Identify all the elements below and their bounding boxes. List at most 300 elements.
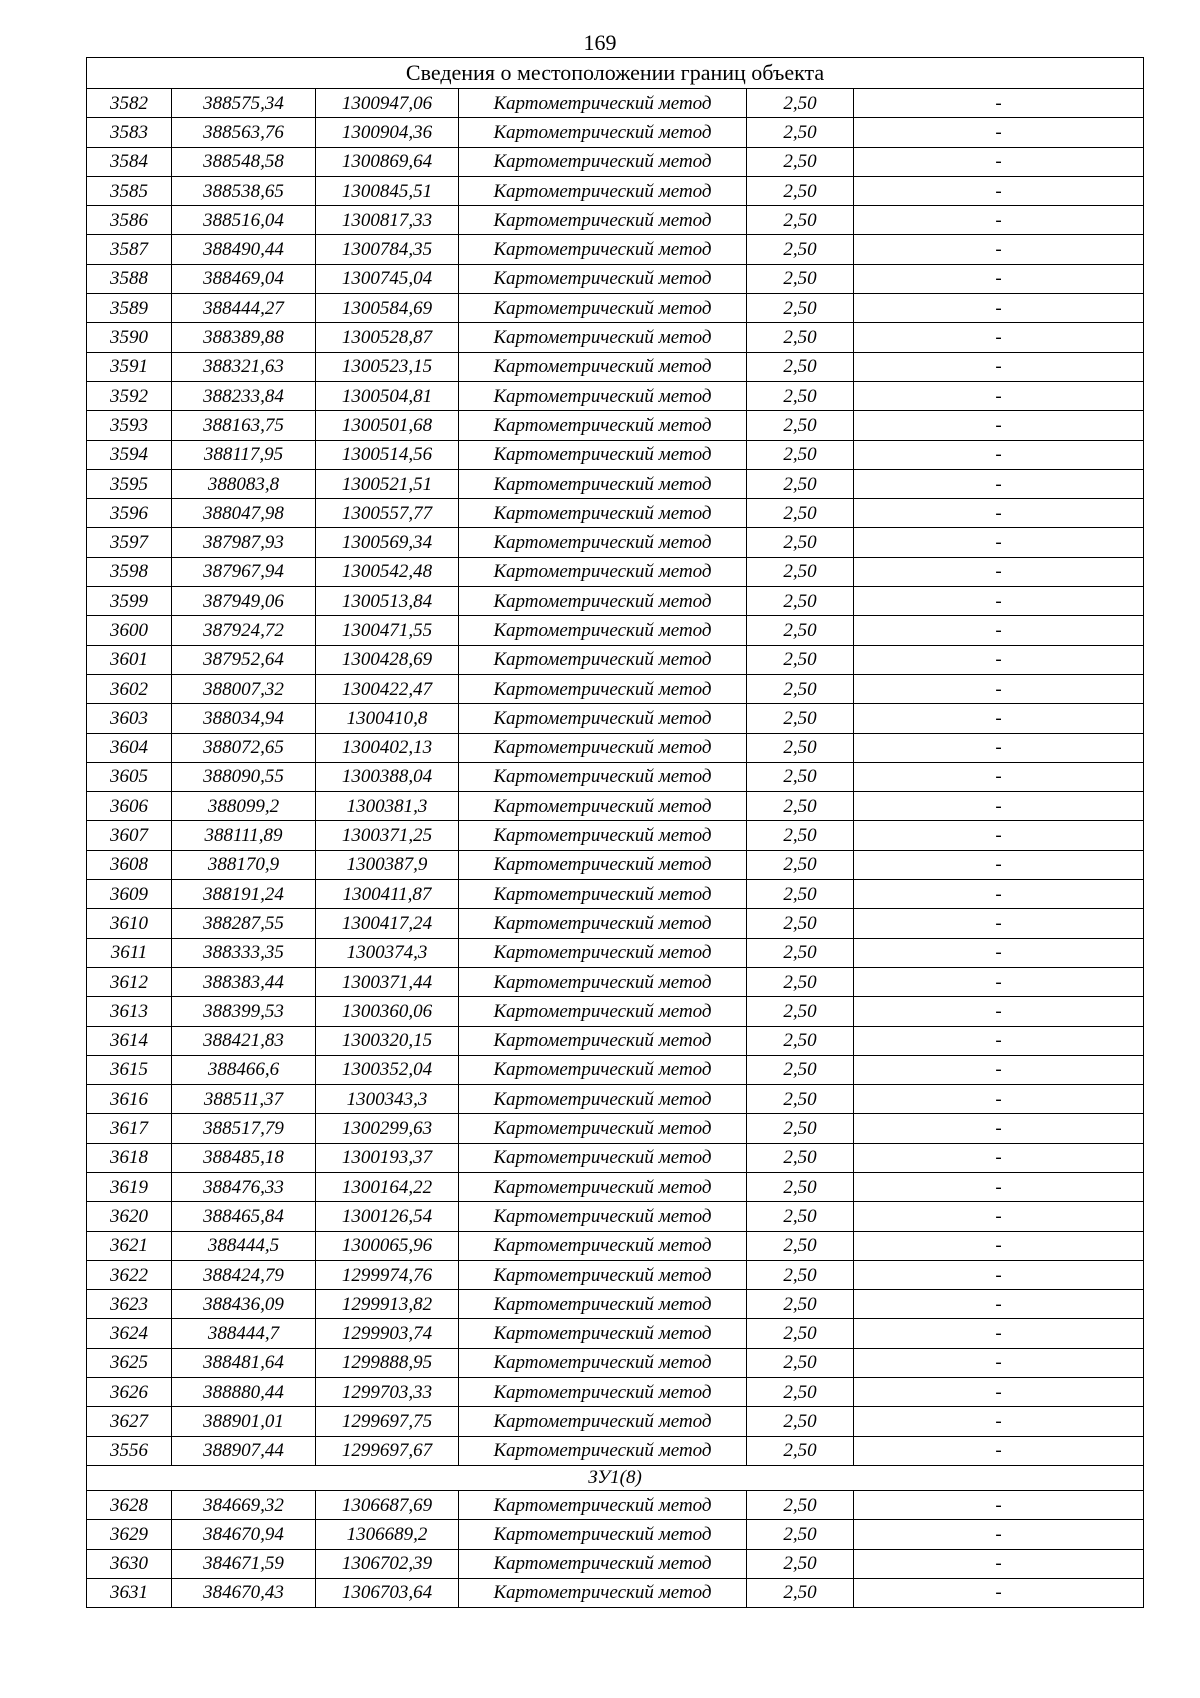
method-cell: Картометрический метод: [459, 909, 747, 938]
accuracy-cell: 2,50: [747, 762, 854, 791]
point-number-cell: 3625: [87, 1348, 172, 1377]
method-cell: Картометрический метод: [459, 616, 747, 645]
x-coordinate-cell: 388424,79: [172, 1260, 316, 1289]
y-coordinate-cell: 1300126,54: [316, 1202, 459, 1231]
x-coordinate-cell: 388287,55: [172, 909, 316, 938]
y-coordinate-cell: 1300584,69: [316, 294, 459, 323]
x-coordinate-cell: 388163,75: [172, 411, 316, 440]
point-number-cell: 3604: [87, 733, 172, 762]
point-number-cell: 3590: [87, 323, 172, 352]
description-cell: -: [854, 323, 1144, 352]
description-cell: -: [854, 792, 1144, 821]
x-coordinate-cell: 388575,34: [172, 89, 316, 118]
description-cell: -: [854, 499, 1144, 528]
description-cell: -: [854, 880, 1144, 909]
table-row: [87, 1260, 1144, 1289]
description-cell: -: [854, 674, 1144, 703]
y-coordinate-cell: 1300428,69: [316, 645, 459, 674]
table-row: [87, 1549, 1144, 1578]
method-cell: Картометрический метод: [459, 1172, 747, 1201]
table-row: [87, 733, 1144, 762]
point-number-cell: 3620: [87, 1202, 172, 1231]
description-cell: -: [854, 176, 1144, 205]
section-label: ЗУ1(8): [87, 1465, 1144, 1490]
description-cell: -: [854, 645, 1144, 674]
accuracy-cell: 2,50: [747, 1348, 854, 1377]
table-row: [87, 1520, 1144, 1549]
accuracy-cell: 2,50: [747, 792, 854, 821]
point-number-cell: 3617: [87, 1114, 172, 1143]
boundary-coordinates-table: [86, 57, 1144, 1608]
accuracy-cell: 2,50: [747, 1578, 854, 1607]
method-cell: Картометрический метод: [459, 440, 747, 469]
description-cell: -: [854, 587, 1144, 616]
description-cell: -: [854, 1143, 1144, 1172]
table-row: [87, 89, 1144, 118]
x-coordinate-cell: 387967,94: [172, 557, 316, 586]
method-cell: Картометрический метод: [459, 1378, 747, 1407]
accuracy-cell: 2,50: [747, 967, 854, 996]
y-coordinate-cell: 1299913,82: [316, 1290, 459, 1319]
point-number-cell: 3610: [87, 909, 172, 938]
point-number-cell: 3628: [87, 1490, 172, 1519]
table-row: [87, 1436, 1144, 1465]
point-number-cell: 3605: [87, 762, 172, 791]
x-coordinate-cell: 388548,58: [172, 147, 316, 176]
point-number-cell: 3597: [87, 528, 172, 557]
x-coordinate-cell: 388563,76: [172, 118, 316, 147]
y-coordinate-cell: 1300422,47: [316, 674, 459, 703]
y-coordinate-cell: 1300371,44: [316, 967, 459, 996]
accuracy-cell: 2,50: [747, 499, 854, 528]
method-cell: Картометрический метод: [459, 850, 747, 879]
point-number-cell: 3614: [87, 1026, 172, 1055]
description-cell: -: [854, 352, 1144, 381]
accuracy-cell: 2,50: [747, 880, 854, 909]
y-coordinate-cell: 1300343,3: [316, 1085, 459, 1114]
description-cell: -: [854, 1378, 1144, 1407]
y-coordinate-cell: 1300817,33: [316, 206, 459, 235]
y-coordinate-cell: 1300557,77: [316, 499, 459, 528]
table-row: [87, 616, 1144, 645]
table-row: [87, 1172, 1144, 1201]
y-coordinate-cell: 1300904,36: [316, 118, 459, 147]
y-coordinate-cell: 1300514,56: [316, 440, 459, 469]
x-coordinate-cell: 387949,06: [172, 587, 316, 616]
accuracy-cell: 2,50: [747, 352, 854, 381]
accuracy-cell: 2,50: [747, 704, 854, 733]
table-title: Сведения о местоположении границ объекта: [87, 58, 1144, 89]
description-cell: -: [854, 557, 1144, 586]
accuracy-cell: 2,50: [747, 645, 854, 674]
x-coordinate-cell: 388389,88: [172, 323, 316, 352]
description-cell: -: [854, 938, 1144, 967]
table-row: [87, 674, 1144, 703]
table-row: [87, 1055, 1144, 1084]
x-coordinate-cell: 388233,84: [172, 381, 316, 410]
table-row: [87, 997, 1144, 1026]
accuracy-cell: 2,50: [747, 997, 854, 1026]
y-coordinate-cell: 1306702,39: [316, 1549, 459, 1578]
table-row: [87, 1143, 1144, 1172]
description-cell: -: [854, 528, 1144, 557]
method-cell: Картометрический метод: [459, 118, 747, 147]
method-cell: Картометрический метод: [459, 1260, 747, 1289]
point-number-cell: 3619: [87, 1172, 172, 1201]
x-coordinate-cell: 388333,35: [172, 938, 316, 967]
table-row: [87, 411, 1144, 440]
point-number-cell: 3599: [87, 587, 172, 616]
description-cell: -: [854, 1348, 1144, 1377]
y-coordinate-cell: 1300193,37: [316, 1143, 459, 1172]
point-number-cell: 3593: [87, 411, 172, 440]
accuracy-cell: 2,50: [747, 440, 854, 469]
y-coordinate-cell: 1300513,84: [316, 587, 459, 616]
y-coordinate-cell: 1300299,63: [316, 1114, 459, 1143]
method-cell: Картометрический метод: [459, 89, 747, 118]
y-coordinate-cell: 1300504,81: [316, 381, 459, 410]
table-row: [87, 1348, 1144, 1377]
table-row: [87, 909, 1144, 938]
accuracy-cell: 2,50: [747, 235, 854, 264]
description-cell: -: [854, 1319, 1144, 1348]
point-number-cell: 3582: [87, 89, 172, 118]
description-cell: -: [854, 967, 1144, 996]
x-coordinate-cell: 388444,27: [172, 294, 316, 323]
y-coordinate-cell: 1300569,34: [316, 528, 459, 557]
y-coordinate-cell: 1299703,33: [316, 1378, 459, 1407]
y-coordinate-cell: 1300387,9: [316, 850, 459, 879]
accuracy-cell: 2,50: [747, 1549, 854, 1578]
x-coordinate-cell: 388170,9: [172, 850, 316, 879]
point-number-cell: 3586: [87, 206, 172, 235]
method-cell: Картометрический метод: [459, 352, 747, 381]
method-cell: Картометрический метод: [459, 645, 747, 674]
y-coordinate-cell: 1299888,95: [316, 1348, 459, 1377]
table-row: [87, 1202, 1144, 1231]
accuracy-cell: 2,50: [747, 850, 854, 879]
method-cell: Картометрический метод: [459, 1319, 747, 1348]
accuracy-cell: 2,50: [747, 176, 854, 205]
method-cell: Картометрический метод: [459, 1348, 747, 1377]
point-number-cell: 3592: [87, 381, 172, 410]
description-cell: -: [854, 616, 1144, 645]
accuracy-cell: 2,50: [747, 411, 854, 440]
y-coordinate-cell: 1300745,04: [316, 264, 459, 293]
method-cell: Картометрический метод: [459, 469, 747, 498]
y-coordinate-cell: 1300528,87: [316, 323, 459, 352]
y-coordinate-cell: 1299697,75: [316, 1407, 459, 1436]
table-row: [87, 206, 1144, 235]
description-cell: -: [854, 147, 1144, 176]
table-row: [87, 1231, 1144, 1260]
page-number: 169: [583, 30, 617, 55]
method-cell: Картометрический метод: [459, 206, 747, 235]
x-coordinate-cell: 388490,44: [172, 235, 316, 264]
description-cell: -: [854, 1490, 1144, 1519]
description-cell: -: [854, 1055, 1144, 1084]
x-coordinate-cell: 388436,09: [172, 1290, 316, 1319]
method-cell: Картометрический метод: [459, 176, 747, 205]
accuracy-cell: 2,50: [747, 1319, 854, 1348]
point-number-cell: 3626: [87, 1378, 172, 1407]
point-number-cell: 3609: [87, 880, 172, 909]
accuracy-cell: 2,50: [747, 1026, 854, 1055]
point-number-cell: 3584: [87, 147, 172, 176]
description-cell: -: [854, 1549, 1144, 1578]
x-coordinate-cell: 388383,44: [172, 967, 316, 996]
point-number-cell: 3591: [87, 352, 172, 381]
method-cell: Картометрический метод: [459, 967, 747, 996]
y-coordinate-cell: 1300501,68: [316, 411, 459, 440]
description-cell: -: [854, 264, 1144, 293]
table-row: [87, 352, 1144, 381]
accuracy-cell: 2,50: [747, 1231, 854, 1260]
accuracy-cell: 2,50: [747, 1436, 854, 1465]
table-row: [87, 1490, 1144, 1519]
x-coordinate-cell: 388517,79: [172, 1114, 316, 1143]
x-coordinate-cell: 388538,65: [172, 176, 316, 205]
method-cell: Картометрический метод: [459, 762, 747, 791]
point-number-cell: 3618: [87, 1143, 172, 1172]
table-row: [87, 528, 1144, 557]
x-coordinate-cell: 384670,94: [172, 1520, 316, 1549]
point-number-cell: 3601: [87, 645, 172, 674]
table-row: [87, 967, 1144, 996]
point-number-cell: 3585: [87, 176, 172, 205]
section-row: [87, 1465, 1144, 1490]
x-coordinate-cell: 388047,98: [172, 499, 316, 528]
description-cell: -: [854, 206, 1144, 235]
method-cell: Картометрический метод: [459, 235, 747, 264]
accuracy-cell: 2,50: [747, 587, 854, 616]
method-cell: Картометрический метод: [459, 1085, 747, 1114]
point-number-cell: 3596: [87, 499, 172, 528]
point-number-cell: 3588: [87, 264, 172, 293]
point-number-cell: 3616: [87, 1085, 172, 1114]
method-cell: Картометрический метод: [459, 674, 747, 703]
table-row: [87, 1026, 1144, 1055]
table-row: [87, 499, 1144, 528]
accuracy-cell: 2,50: [747, 733, 854, 762]
x-coordinate-cell: 388421,83: [172, 1026, 316, 1055]
description-cell: -: [854, 294, 1144, 323]
method-cell: Картометрический метод: [459, 997, 747, 1026]
table-body: [87, 58, 1144, 1608]
description-cell: -: [854, 469, 1144, 498]
method-cell: Картометрический метод: [459, 880, 747, 909]
point-number-cell: 3631: [87, 1578, 172, 1607]
method-cell: Картометрический метод: [459, 1231, 747, 1260]
table-row: [87, 1319, 1144, 1348]
point-number-cell: 3629: [87, 1520, 172, 1549]
x-coordinate-cell: 384671,59: [172, 1549, 316, 1578]
method-cell: Картометрический метод: [459, 1578, 747, 1607]
table-row: [87, 557, 1144, 586]
method-cell: Картометрический метод: [459, 587, 747, 616]
x-coordinate-cell: 388511,37: [172, 1085, 316, 1114]
method-cell: Картометрический метод: [459, 264, 747, 293]
x-coordinate-cell: 388907,44: [172, 1436, 316, 1465]
accuracy-cell: 2,50: [747, 821, 854, 850]
accuracy-cell: 2,50: [747, 909, 854, 938]
x-coordinate-cell: 388880,44: [172, 1378, 316, 1407]
method-cell: Картометрический метод: [459, 938, 747, 967]
method-cell: Картометрический метод: [459, 499, 747, 528]
accuracy-cell: 2,50: [747, 1114, 854, 1143]
y-coordinate-cell: 1299697,67: [316, 1436, 459, 1465]
accuracy-cell: 2,50: [747, 323, 854, 352]
x-coordinate-cell: 388481,64: [172, 1348, 316, 1377]
table-row: [87, 821, 1144, 850]
description-cell: -: [854, 997, 1144, 1026]
y-coordinate-cell: 1300374,3: [316, 938, 459, 967]
method-cell: Картометрический метод: [459, 1055, 747, 1084]
table-row: [87, 1578, 1144, 1607]
y-coordinate-cell: 1299974,76: [316, 1260, 459, 1289]
method-cell: Картометрический метод: [459, 821, 747, 850]
accuracy-cell: 2,50: [747, 264, 854, 293]
accuracy-cell: 2,50: [747, 1490, 854, 1519]
point-number-cell: 3622: [87, 1260, 172, 1289]
table-row: [87, 147, 1144, 176]
method-cell: Картометрический метод: [459, 704, 747, 733]
table-row: [87, 381, 1144, 410]
description-cell: -: [854, 411, 1144, 440]
table-row: [87, 176, 1144, 205]
accuracy-cell: 2,50: [747, 1085, 854, 1114]
x-coordinate-cell: 384670,43: [172, 1578, 316, 1607]
x-coordinate-cell: 388901,01: [172, 1407, 316, 1436]
y-coordinate-cell: 1300371,25: [316, 821, 459, 850]
accuracy-cell: 2,50: [747, 616, 854, 645]
y-coordinate-cell: 1300521,51: [316, 469, 459, 498]
description-cell: -: [854, 704, 1144, 733]
accuracy-cell: 2,50: [747, 1143, 854, 1172]
point-number-cell: 3600: [87, 616, 172, 645]
method-cell: Картометрический метод: [459, 1026, 747, 1055]
point-number-cell: 3583: [87, 118, 172, 147]
method-cell: Картометрический метод: [459, 1290, 747, 1319]
table-row: [87, 118, 1144, 147]
table-row: [87, 469, 1144, 498]
y-coordinate-cell: 1300065,96: [316, 1231, 459, 1260]
accuracy-cell: 2,50: [747, 1260, 854, 1289]
y-coordinate-cell: 1300320,15: [316, 1026, 459, 1055]
description-cell: -: [854, 440, 1144, 469]
y-coordinate-cell: 1300947,06: [316, 89, 459, 118]
point-number-cell: 3627: [87, 1407, 172, 1436]
accuracy-cell: 2,50: [747, 206, 854, 235]
x-coordinate-cell: 388099,2: [172, 792, 316, 821]
x-coordinate-cell: 388466,6: [172, 1055, 316, 1084]
point-number-cell: 3608: [87, 850, 172, 879]
accuracy-cell: 2,50: [747, 118, 854, 147]
table-row: [87, 704, 1144, 733]
method-cell: Картометрический метод: [459, 381, 747, 410]
x-coordinate-cell: 387987,93: [172, 528, 316, 557]
table-row: [87, 235, 1144, 264]
x-coordinate-cell: 388191,24: [172, 880, 316, 909]
method-cell: Картометрический метод: [459, 792, 747, 821]
x-coordinate-cell: 384669,32: [172, 1490, 316, 1519]
y-coordinate-cell: 1300381,3: [316, 792, 459, 821]
description-cell: -: [854, 1407, 1144, 1436]
y-coordinate-cell: 1300542,48: [316, 557, 459, 586]
accuracy-cell: 2,50: [747, 557, 854, 586]
description-cell: -: [854, 235, 1144, 264]
method-cell: Картометрический метод: [459, 1520, 747, 1549]
y-coordinate-cell: 1300784,35: [316, 235, 459, 264]
accuracy-cell: 2,50: [747, 674, 854, 703]
x-coordinate-cell: 388476,33: [172, 1172, 316, 1201]
description-cell: -: [854, 1231, 1144, 1260]
y-coordinate-cell: 1300410,8: [316, 704, 459, 733]
description-cell: -: [854, 1114, 1144, 1143]
x-coordinate-cell: 388444,7: [172, 1319, 316, 1348]
description-cell: -: [854, 909, 1144, 938]
x-coordinate-cell: 388485,18: [172, 1143, 316, 1172]
table-row: [87, 645, 1144, 674]
description-cell: -: [854, 1436, 1144, 1465]
table-row: [87, 323, 1144, 352]
point-number-cell: 3587: [87, 235, 172, 264]
point-number-cell: 3612: [87, 967, 172, 996]
x-coordinate-cell: 388083,8: [172, 469, 316, 498]
method-cell: Картометрический метод: [459, 1436, 747, 1465]
accuracy-cell: 2,50: [747, 938, 854, 967]
description-cell: -: [854, 89, 1144, 118]
x-coordinate-cell: 388072,65: [172, 733, 316, 762]
y-coordinate-cell: 1306689,2: [316, 1520, 459, 1549]
description-cell: -: [854, 1260, 1144, 1289]
table-row: [87, 792, 1144, 821]
accuracy-cell: 2,50: [747, 1407, 854, 1436]
point-number-cell: 3594: [87, 440, 172, 469]
y-coordinate-cell: 1300523,15: [316, 352, 459, 381]
method-cell: Картометрический метод: [459, 1114, 747, 1143]
x-coordinate-cell: 388034,94: [172, 704, 316, 733]
accuracy-cell: 2,50: [747, 1290, 854, 1319]
table-row: [87, 1290, 1144, 1319]
description-cell: -: [854, 1520, 1144, 1549]
table-row: [87, 1407, 1144, 1436]
point-number-cell: 3624: [87, 1319, 172, 1348]
point-number-cell: 3623: [87, 1290, 172, 1319]
y-coordinate-cell: 1300352,04: [316, 1055, 459, 1084]
x-coordinate-cell: 387952,64: [172, 645, 316, 674]
x-coordinate-cell: 388111,89: [172, 821, 316, 850]
table-row: [87, 1378, 1144, 1407]
point-number-cell: 3611: [87, 938, 172, 967]
method-cell: Картометрический метод: [459, 1202, 747, 1231]
method-cell: Картометрический метод: [459, 733, 747, 762]
table-row: [87, 938, 1144, 967]
x-coordinate-cell: 388516,04: [172, 206, 316, 235]
accuracy-cell: 2,50: [747, 469, 854, 498]
method-cell: Картометрический метод: [459, 294, 747, 323]
description-cell: -: [854, 1172, 1144, 1201]
description-cell: -: [854, 733, 1144, 762]
x-coordinate-cell: 388117,95: [172, 440, 316, 469]
point-number-cell: 3606: [87, 792, 172, 821]
x-coordinate-cell: 387924,72: [172, 616, 316, 645]
table-row: [87, 264, 1144, 293]
accuracy-cell: 2,50: [747, 1055, 854, 1084]
accuracy-cell: 2,50: [747, 1172, 854, 1201]
description-cell: -: [854, 762, 1144, 791]
accuracy-cell: 2,50: [747, 147, 854, 176]
